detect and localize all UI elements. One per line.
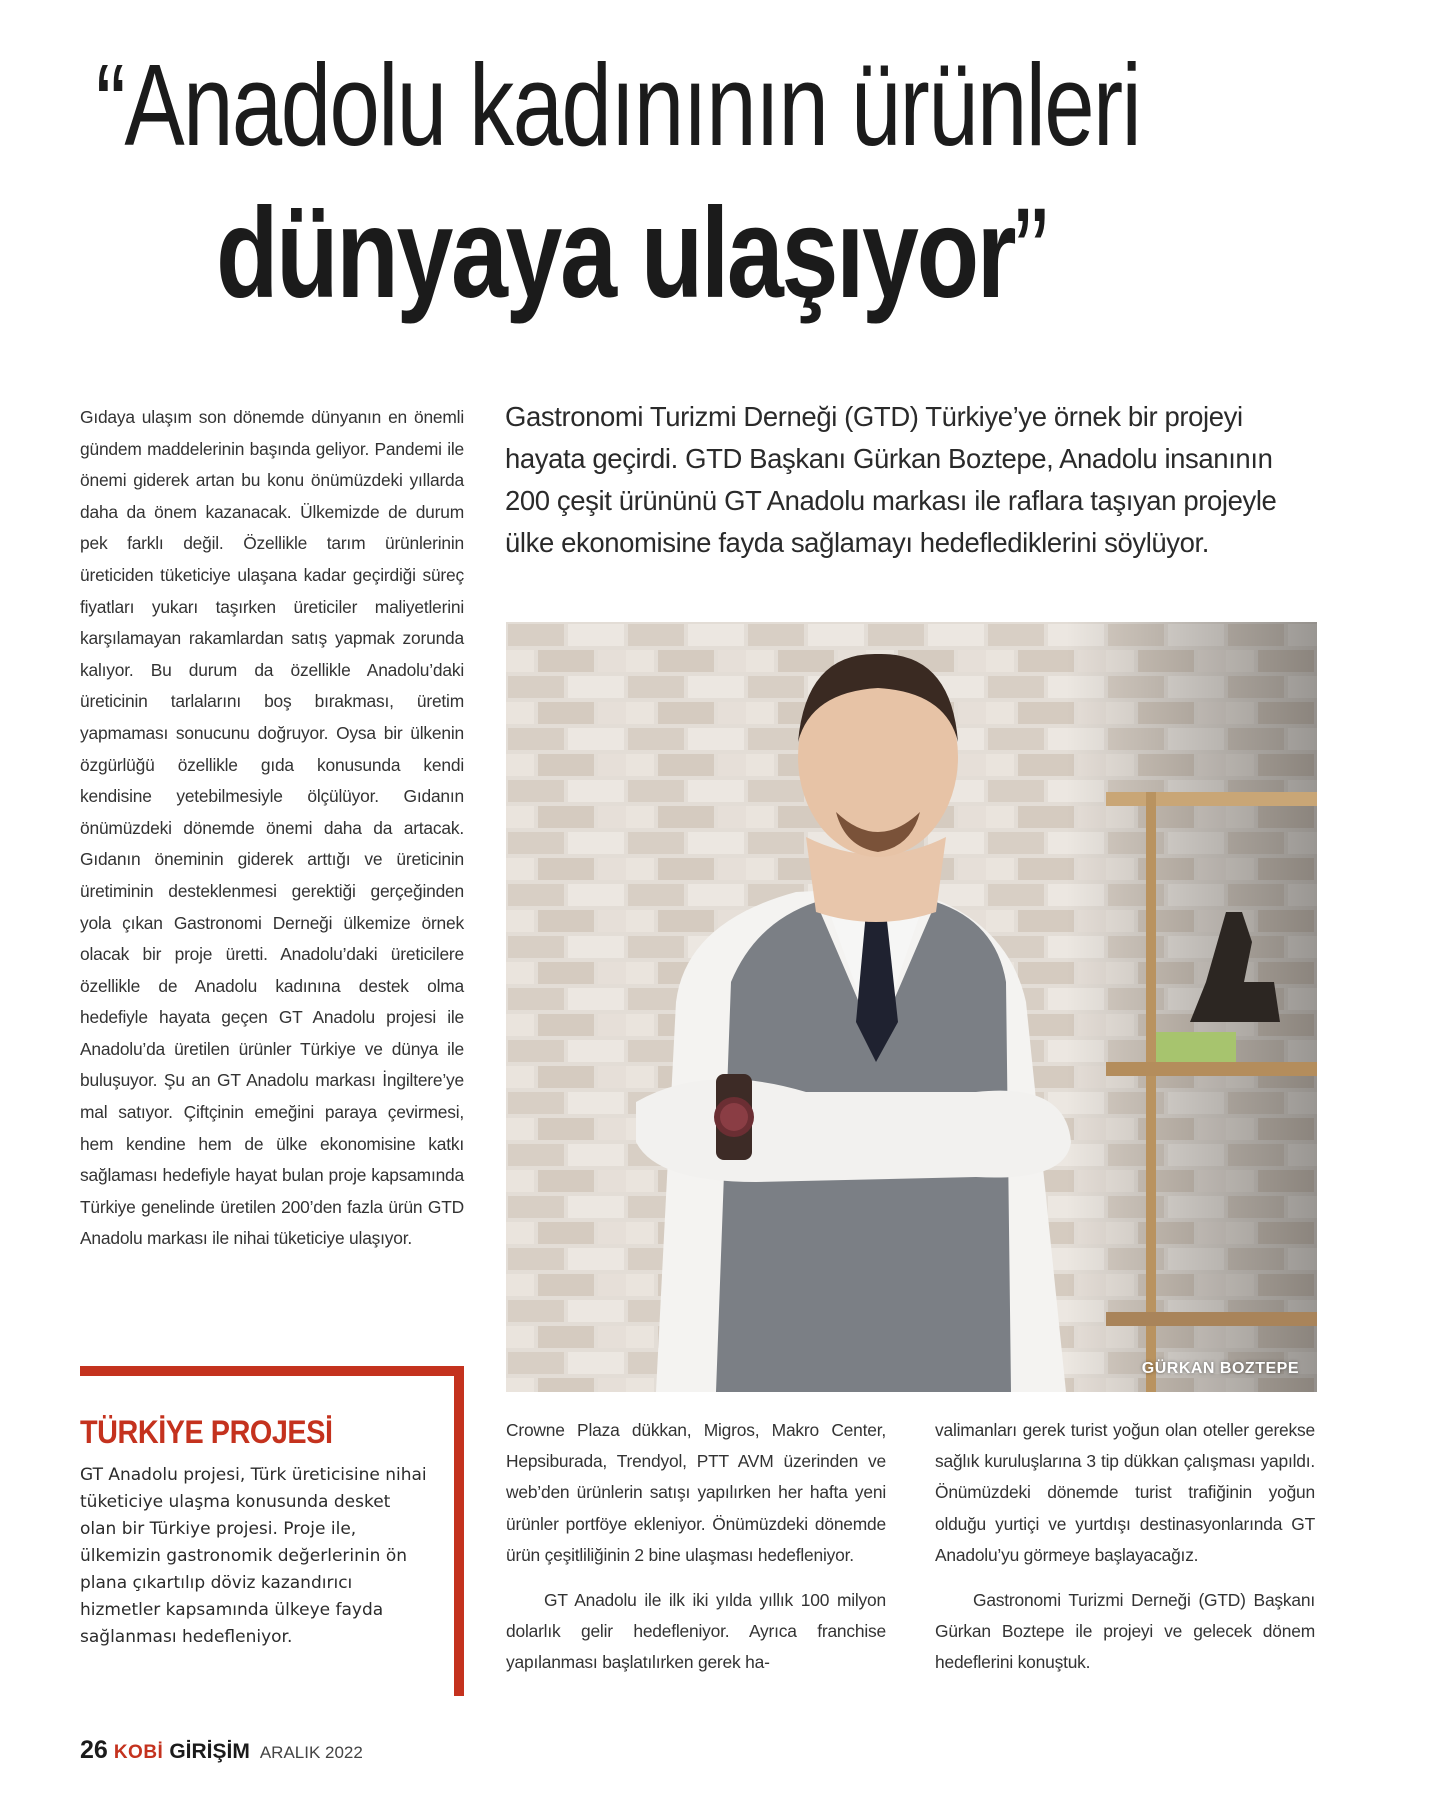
photo-caption: GÜRKAN BOZTEPE	[1141, 1360, 1299, 1377]
headline-line-1	[88, 40, 1141, 170]
middle-paragraph-2: GT Anadolu ile ilk iki yılda yıllık 100 milyon dolarlık gelir hedefleniyor. Ayrıca franchise yapılanması başlatılırken gerek ha-	[506, 1590, 886, 1673]
issue-date: ARALIK 2022	[259, 1743, 363, 1762]
page-number: 26	[80, 1736, 108, 1764]
brand-kobi: KOBİ	[113, 1742, 164, 1763]
box-title: TÜRKİYE PROJESİ	[80, 1414, 333, 1450]
headline	[88, 40, 1378, 324]
page-footer	[80, 1736, 363, 1768]
left-column	[80, 402, 464, 1255]
portrait-illustration	[506, 622, 1317, 1392]
portrait-photo	[506, 622, 1317, 1392]
brand-girisim: GİRİŞİM	[169, 1740, 250, 1763]
sidebar-box	[80, 1366, 464, 1696]
middle-column	[506, 1415, 886, 1679]
left-column-text: Gıdaya ulaşım son dönemde dünyanın en önemli gündem maddelerinin başında geliyor. Pandemi ile önemi giderek artan bu konu önümüzdeki yıllarda daha da önem kazanacak. Ülkemizde de durum pek farklı değil. Özellikle tarım ürünlerinin üreticiden tüketiciye ulaşana kadar geçirdiği süreç fiyatları yukarı taşırken üreticiler maliyetlerini karşılamayan rakamlardan satış yapmak zorunda kalıyor. Bu durum da özellikle Anadolu’daki üreticinin tarlalarını boş bırakması, üretim yapmaması sonucunu doğruyor. Oysa bir ülkenin özgürlüğü özellikle gıda konusunda kendi kendisine yetebilmesiyle ölçülüyor. Gıdanın önümüzdeki dönemde önemi daha da artacak. Gıdanın öneminin giderek arttığı ve üreticinin üretiminin desteklenmesi gerektiği gerçeğinden yola çıkan Gastronomi Derneği ülkemize örnek olacak bir proje üretti. Anadolu’daki üreticilere özellikle de Anadolu kadınına destek olma hedefiyle hayata geçen GT Anadolu projesi ile Anadolu’da üretilen ürünler Türkiye ve dünya ile buluşuyor. Şu an GT Anadolu markası İngiltere’ye mal satıyor. Çiftçinin emeğini paraya çevirmesi, hem kendine hem de ülke ekonomisine katkı sağlaması hedefiyle hayat bulan proje kapsamında Türkiye genelinde üretilen 200’den fazla ürün GTD Anadolu markası ile nihai tüketiciye ulaşıyor.	[80, 407, 464, 1249]
lead-text: Gastronomi Turizmi Derneği (GTD) Türkiye’ye örnek bir projeyi hayata geçirdi. GTD Başkanı Gürkan Boztepe, Anadolu insanının 200 çeşit ürününü GT Anadolu markası ile raflara taşıyan projeyle ülke ekonomisine fayda sağlamayı hedeflediklerini söylüyor.	[505, 401, 1277, 558]
box-top-rule	[80, 1366, 464, 1376]
lead-paragraph	[505, 396, 1305, 564]
open-quote: “	[95, 40, 125, 170]
right-column	[935, 1415, 1315, 1679]
middle-paragraph-1: Crowne Plaza dükkan, Migros, Makro Center, Hepsiburada, Trendyol, PTT AVM üzerinden ve web’den ürünlerin satışı yapılırken her hafta yeni ürünler portföye ekleniyor. Önümüzdeki dönemde ürün çeşitliliğinin 2 bine ulaşması hedefleniyor.	[506, 1420, 886, 1565]
headline-text-1: Anadolu kadınının ürünleri	[124, 40, 1141, 170]
close-quote: ”	[1014, 182, 1046, 325]
headline-text-2: dünyaya ulaşıyor	[216, 182, 1015, 325]
right-paragraph-2: Gastronomi Turizmi Derneği (GTD) Başkanı Gürkan Boztepe ile projeyi ve gelecek dönem hedeflerini konuştuk.	[935, 1590, 1315, 1673]
box-text: GT Anadolu projesi, Türk üreticisine nihai tüketiciye ulaşma konusunda desket olan bir Türkiye projesi. Proje ile, ülkemizin gastronomik değerlerinin ön plana çıkartılıp döviz kazandırıcı hizmetler kapsamında ülkeye fayda sağlanması hedefleniyor.	[80, 1465, 427, 1647]
box-right-rule	[454, 1366, 464, 1696]
headline-line-2	[88, 184, 1120, 324]
right-paragraph-1: valimanları gerek turist yoğun olan oteller gerekse sağlık kuruluşlarına 3 tip dükkan çalışması yapıldı. Önümüzdeki dönemde turist trafiğinin yoğun olduğu yurtiçi ve yurtdışı destinasyonlarında GT Anadolu’yu görmeye başlayacağız.	[935, 1420, 1315, 1565]
